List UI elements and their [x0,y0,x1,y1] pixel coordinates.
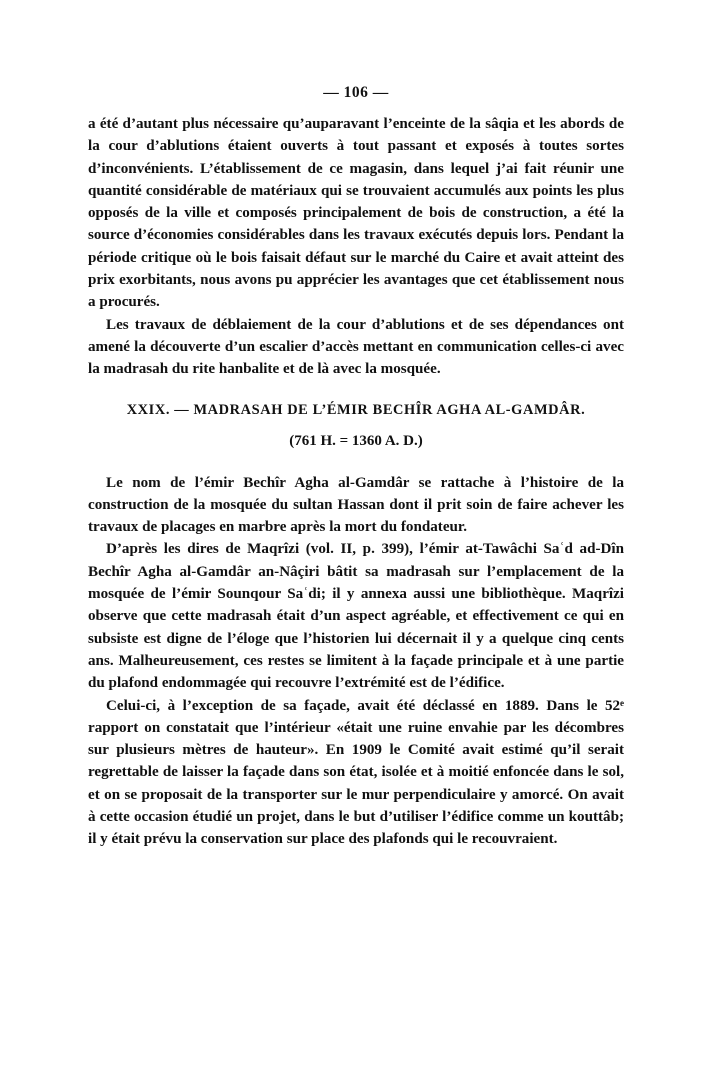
paragraph-continuation: a été d’autant plus nécessaire qu’auparavant l’enceinte de la sâqia et les abords de la cour d’ablutions étaient ouverts à tout passant et exposés à toutes sortes d’inconvénients. L’établissement de ce magasin, dans lequel j’ai fait réunir une quantité considérable de matériaux qui se trouvaient accumulés aux points les plus opposés de la ville et composés principalement de bois de construction, a été la source d’économies considérables dans les travaux exécutés depuis lors. Pendant la période critique où le bois faisait défaut sur le marché du Caire et avait atteint des prix exorbitants, nous avons pu apprécier les avantages que cet établissement nous a procurés. [88,116,624,311]
section-heading: XXIX. — MADRASAH DE L’ÉMIR BECHÎR AGHA AL-GAMDÂR. [126,401,586,418]
heading-spacer [88,452,624,472]
page-number: — 106 — [323,84,389,101]
paragraph-declassification: Celui-ci, à l’exception de sa façade, avait été déclassé en 1889. Dans le 52ᵉ rapport on constatait que l’intérieur «était une ruine envahie par les décombres sur plusieurs mètres de hauteur». En 1909 le Comité avait estimé qu’il serait regrettable de laisser la façade dans son état, isolée et à moitié enfoncée dans le sol, et on se proposait de la transporter sur le mur perpendiculaire y amorcé. On avait à cette occasion étudié un projet, dans le but d’utiliser l’édifice comme un kouttâb; il y était prévu la conservation sur place des plafonds qui le recouvraient. [88,697,624,848]
section-spacer [88,381,624,399]
section-date: (761 H. = 1360 A. D.) [289,432,423,449]
paragraph-maqrizi: D’après les dires de Maqrîzi (vol. II, p. 399), l’émir at-Tawâchi Saʿd ad-Dîn Bechîr Agha al-Gamdâr an-Nâçiri bâtit sa madrasah sur l’emplacement de la mosquée de l’émir Sounqour Saʿdi; il y annexa aussi une bibliothèque. Maqrîzi observe que cette madrasah était d’un aspect agréable, et effectivement ce qui en subsiste est digne de l’éloge que l’historien lui décernait il y a quelque cinq cents ans. Malheureusement, ces restes se limitent à la façade principale et à une partie du plafond endommagée qui recouvre l’extrémité est de l’édifice. [88,541,624,692]
paragraph-intro: Le nom de l’émir Bechîr Agha al-Gamdâr se rattache à l’histoire de la construction de la mosquée du sultan Hassan dont il prit soin de faire achever les travaux de placages en marbre après la mort du fondateur. [88,474,624,536]
document-page [88,82,624,851]
paragraph-ablutions: Les travaux de déblaiement de la cour d’ablutions et de ses dépendances ont amené la découverte d’un escalier d’accès mettant en communication celles-ci avec la madrasah du rite hanbalite et de là avec la mosquée. [88,316,624,378]
